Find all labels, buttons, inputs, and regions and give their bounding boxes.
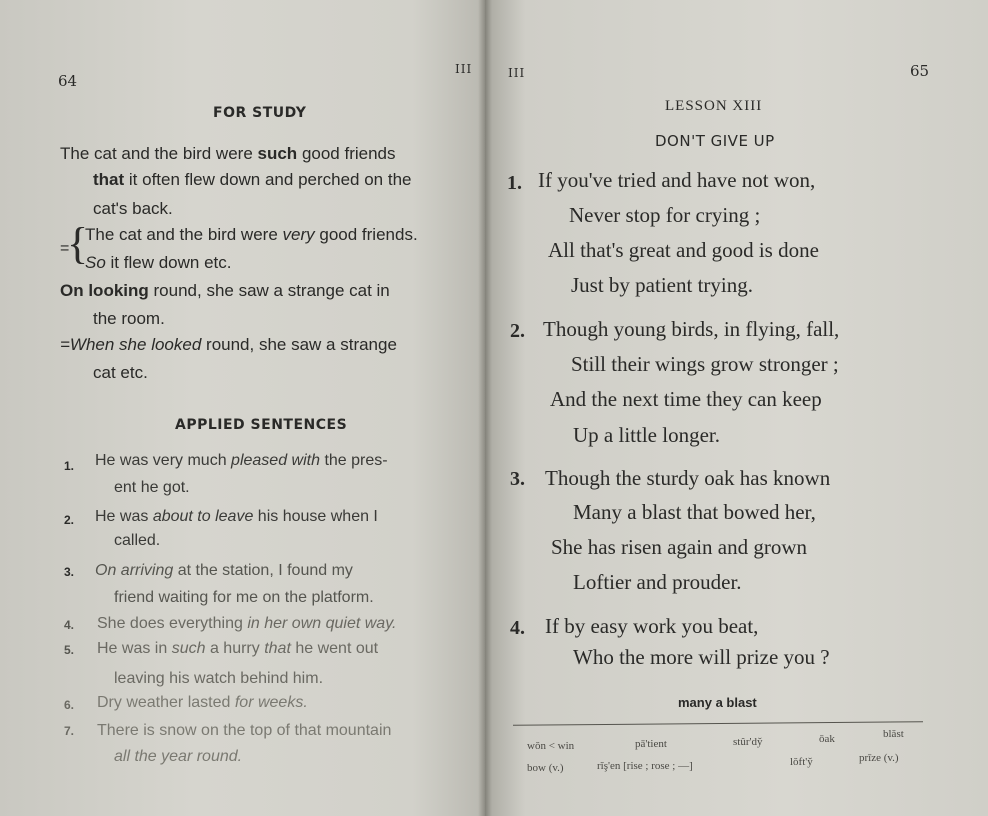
- sentence-line: He was very much pleased with the pres-: [95, 452, 388, 469]
- glossary-word: lŏft'y̆: [790, 756, 813, 768]
- sentence-line: He was about to leave his house when I: [95, 508, 378, 525]
- list-item: 5.: [64, 643, 75, 657]
- right-page: [485, 0, 988, 816]
- sentence-line: On arriving at the station, I found my: [95, 562, 353, 579]
- sentence-line: Dry weather lasted for weeks.: [97, 694, 308, 711]
- study-line: cat etc.: [93, 363, 148, 382]
- stanza-number: 3.: [510, 468, 525, 490]
- poem-line: Though the sturdy oak has known: [545, 466, 831, 490]
- list-item: 6.: [64, 698, 75, 712]
- list-item: 1.: [64, 459, 75, 473]
- chapter-mark: III: [508, 66, 526, 80]
- stanza-number: 1.: [507, 172, 522, 194]
- poem-line: Still their wings grow stronger ;: [571, 352, 839, 376]
- glossary-word: stûr'dy̆: [733, 736, 763, 748]
- glossary-word: pā'tient: [635, 738, 667, 750]
- list-item: 4.: [64, 618, 75, 632]
- study-line: On looking round, she saw a strange cat in: [60, 281, 390, 300]
- stanza-number: 4.: [510, 617, 525, 639]
- sentence-line: all the year round.: [114, 748, 243, 765]
- glossary-word: rĭş'en [rise ; rose ; —]: [597, 760, 693, 772]
- list-item: 2.: [64, 513, 75, 527]
- sentence-line: She does everything in her own quiet way.: [97, 615, 397, 632]
- page-title: DON'T GIVE UP: [655, 132, 775, 150]
- poem-line: And the next time they can keep: [550, 387, 822, 411]
- left-page: [0, 0, 485, 816]
- poem-line: Many a blast that bowed her,: [573, 500, 816, 524]
- poem-line: Just by patient trying.: [571, 273, 753, 297]
- sentence-line: called.: [114, 532, 161, 549]
- equals-sign: =: [60, 240, 70, 257]
- sentence-line: friend waiting for me on the platform.: [114, 589, 374, 606]
- list-item: 3.: [64, 565, 75, 579]
- page-number: 64: [58, 72, 78, 90]
- study-line: The cat and the bird were such good friends: [60, 144, 396, 163]
- poem-line: Though young birds, in flying, fall,: [543, 317, 840, 341]
- chapter-mark: III: [455, 62, 473, 76]
- sentence-line: He was in such a hurry that he went out: [97, 640, 379, 657]
- page-number: 65: [910, 62, 930, 80]
- study-line: So it flew down etc.: [85, 253, 232, 272]
- poem-line: If you've tried and have not won,: [538, 168, 816, 192]
- list-item: 7.: [64, 724, 75, 738]
- sentence-line: There is snow on the top of that mountain: [97, 722, 392, 739]
- sentence-line: leaving his watch behind him.: [114, 670, 324, 687]
- book-gutter: [478, 0, 492, 816]
- section-heading: FOR STUDY: [213, 105, 307, 121]
- study-line: cat's back.: [93, 199, 173, 218]
- study-line: The cat and the bird were very good friends.: [85, 225, 418, 244]
- brace-icon: {: [67, 219, 89, 268]
- study-line: that it often flew down and perched on the: [93, 170, 412, 189]
- glossary-word: prīze (v.): [859, 752, 899, 764]
- divider: [513, 721, 923, 726]
- stanza-number: 2.: [510, 320, 525, 342]
- poem-line: All that's great and good is done: [548, 238, 819, 262]
- poem-line: Never stop for crying ;: [569, 203, 761, 227]
- lesson-number: LESSON XIII: [665, 98, 763, 114]
- poem-line: If by easy work you beat,: [545, 614, 759, 638]
- glossary-word: ōak: [819, 733, 835, 745]
- glossary-word: bow (v.): [527, 762, 564, 774]
- study-line: the room.: [93, 309, 165, 328]
- glossary-word: wŏn < win: [527, 740, 575, 752]
- poem-line: Up a little longer.: [573, 423, 720, 447]
- poem-line: Who the more will prize you ?: [573, 645, 830, 669]
- study-line: =When she looked round, she saw a strange: [60, 335, 397, 354]
- vocab-phrase: many a blast: [678, 695, 757, 710]
- section-heading: APPLIED SENTENCES: [175, 417, 348, 433]
- poem-line: Loftier and prouder.: [573, 570, 742, 594]
- glossary-word: blăst: [883, 728, 904, 740]
- sentence-line: ent he got.: [114, 479, 190, 496]
- poem-line: She has risen again and grown: [551, 535, 808, 559]
